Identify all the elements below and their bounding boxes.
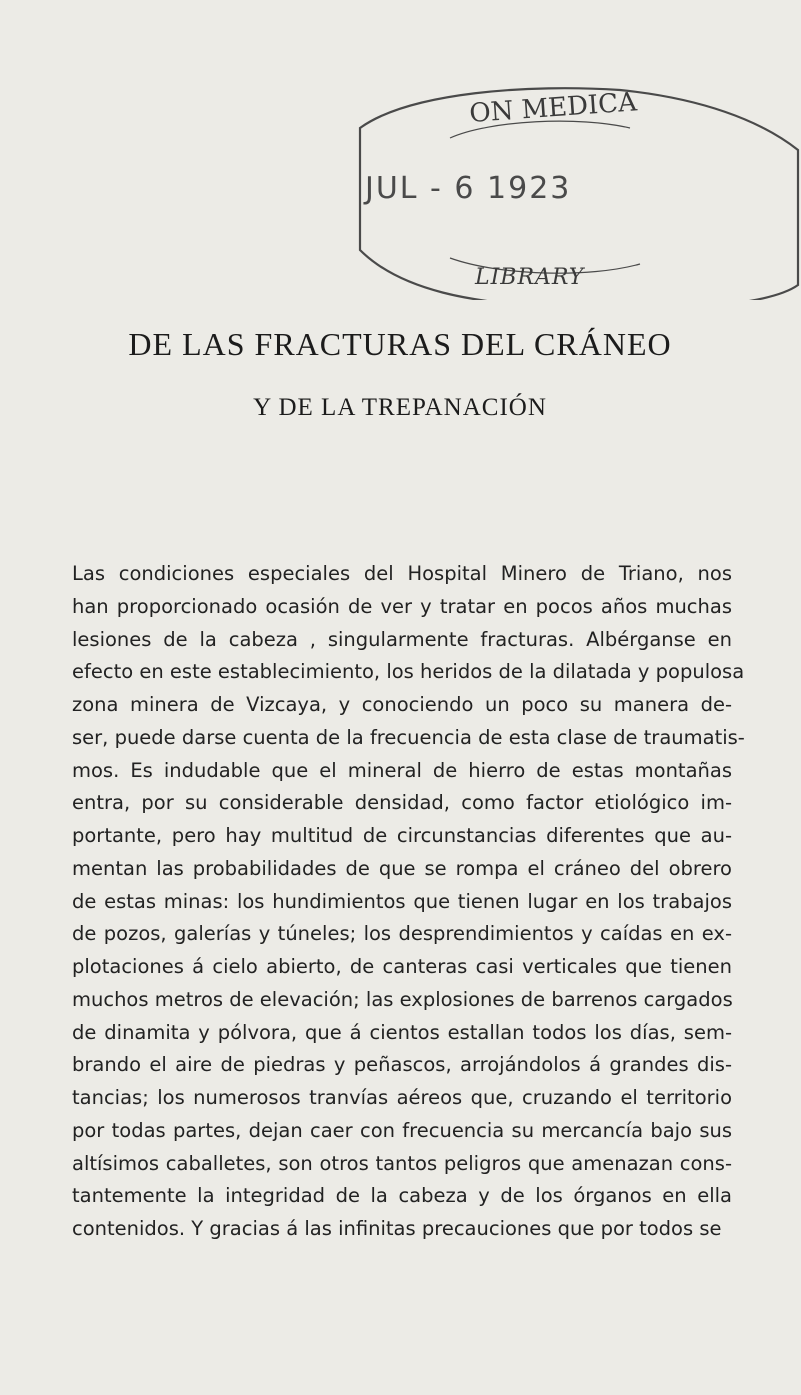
stamp-date: JUL - 6 1923 <box>365 171 572 206</box>
stamp-bottom-text: LIBRARY <box>475 265 585 290</box>
paragraph-line: plotaciones á cielo abierto, de canteras casi verticales que tienen <box>72 955 732 978</box>
paragraph-line: mentan las probabilidades de que se rompa el cráneo del obrero <box>72 856 732 880</box>
paragraph-line: portante, pero hay multitud de circunstancias diferentes que au- <box>72 824 732 847</box>
paragraph-line: zona minera de Vizcaya, y conociendo un poco su manera de- <box>72 693 732 716</box>
paragraph-line: ser, puede darse cuenta de la frecuencia de esta clase de traumatis- <box>72 725 745 749</box>
paragraph-line: contenidos. Y gracias á las infinitas precauciones que por todos se <box>72 1217 722 1240</box>
paragraph-line: de pozos, galerías y túneles; los desprendimientos y caídas en ex- <box>72 922 732 946</box>
paragraph-line: mos. Es indudable que el mineral de hierro de estas montañas <box>72 758 732 782</box>
stamp-top-text: ON MEDICA <box>468 87 638 129</box>
document-title: DE LAS FRACTURAS DEL CRÁNEO <box>128 326 672 362</box>
paragraph-line: de estas minas: los hundimientos que tienen lugar en los trabajos <box>72 889 732 913</box>
paragraph-line: tancias; los numerosos tranvías aéreos que, cruzando el territorio <box>72 1086 732 1109</box>
library-stamp <box>300 80 800 300</box>
paragraph-line: muchos metros de elevación; las explosiones de barrenos cargados <box>72 987 733 1011</box>
paragraph-line: lesiones de la cabeza , singularmente fracturas. Albérganse en <box>72 627 732 651</box>
library-stamp-seal <box>300 80 800 300</box>
paragraph-line: de dinamita y pólvora, que á cientos estallan todos los días, sem- <box>72 1020 732 1044</box>
body-paragraph <box>72 558 745 1246</box>
paragraph-line: Las condiciones especiales del Hospital Minero de Triano, nos <box>72 562 732 585</box>
paragraph-line: altísimos caballetes, son otros tantos peligros que amenazan cons- <box>72 1151 732 1175</box>
document-subtitle: Y DE LA TREPANACIÓN <box>253 394 547 421</box>
paragraph-line: brando el aire de piedras y peñascos, arrojándolos á grandes dis- <box>72 1053 732 1077</box>
paragraph-line: entra, por su considerable densidad, como factor etiológico im- <box>72 791 732 815</box>
paragraph-line: han proporcionado ocasión de ver y tratar en pocos años muchas <box>72 594 732 618</box>
paragraph-line: tantemente la integridad de la cabeza y de los órganos en ella <box>72 1184 732 1208</box>
paragraph-line: efecto en este establecimiento, los heridos de la dilatada y populosa <box>72 660 745 684</box>
paragraph-line: por todas partes, dejan caer con frecuencia su mercancía bajo sus <box>72 1118 732 1142</box>
